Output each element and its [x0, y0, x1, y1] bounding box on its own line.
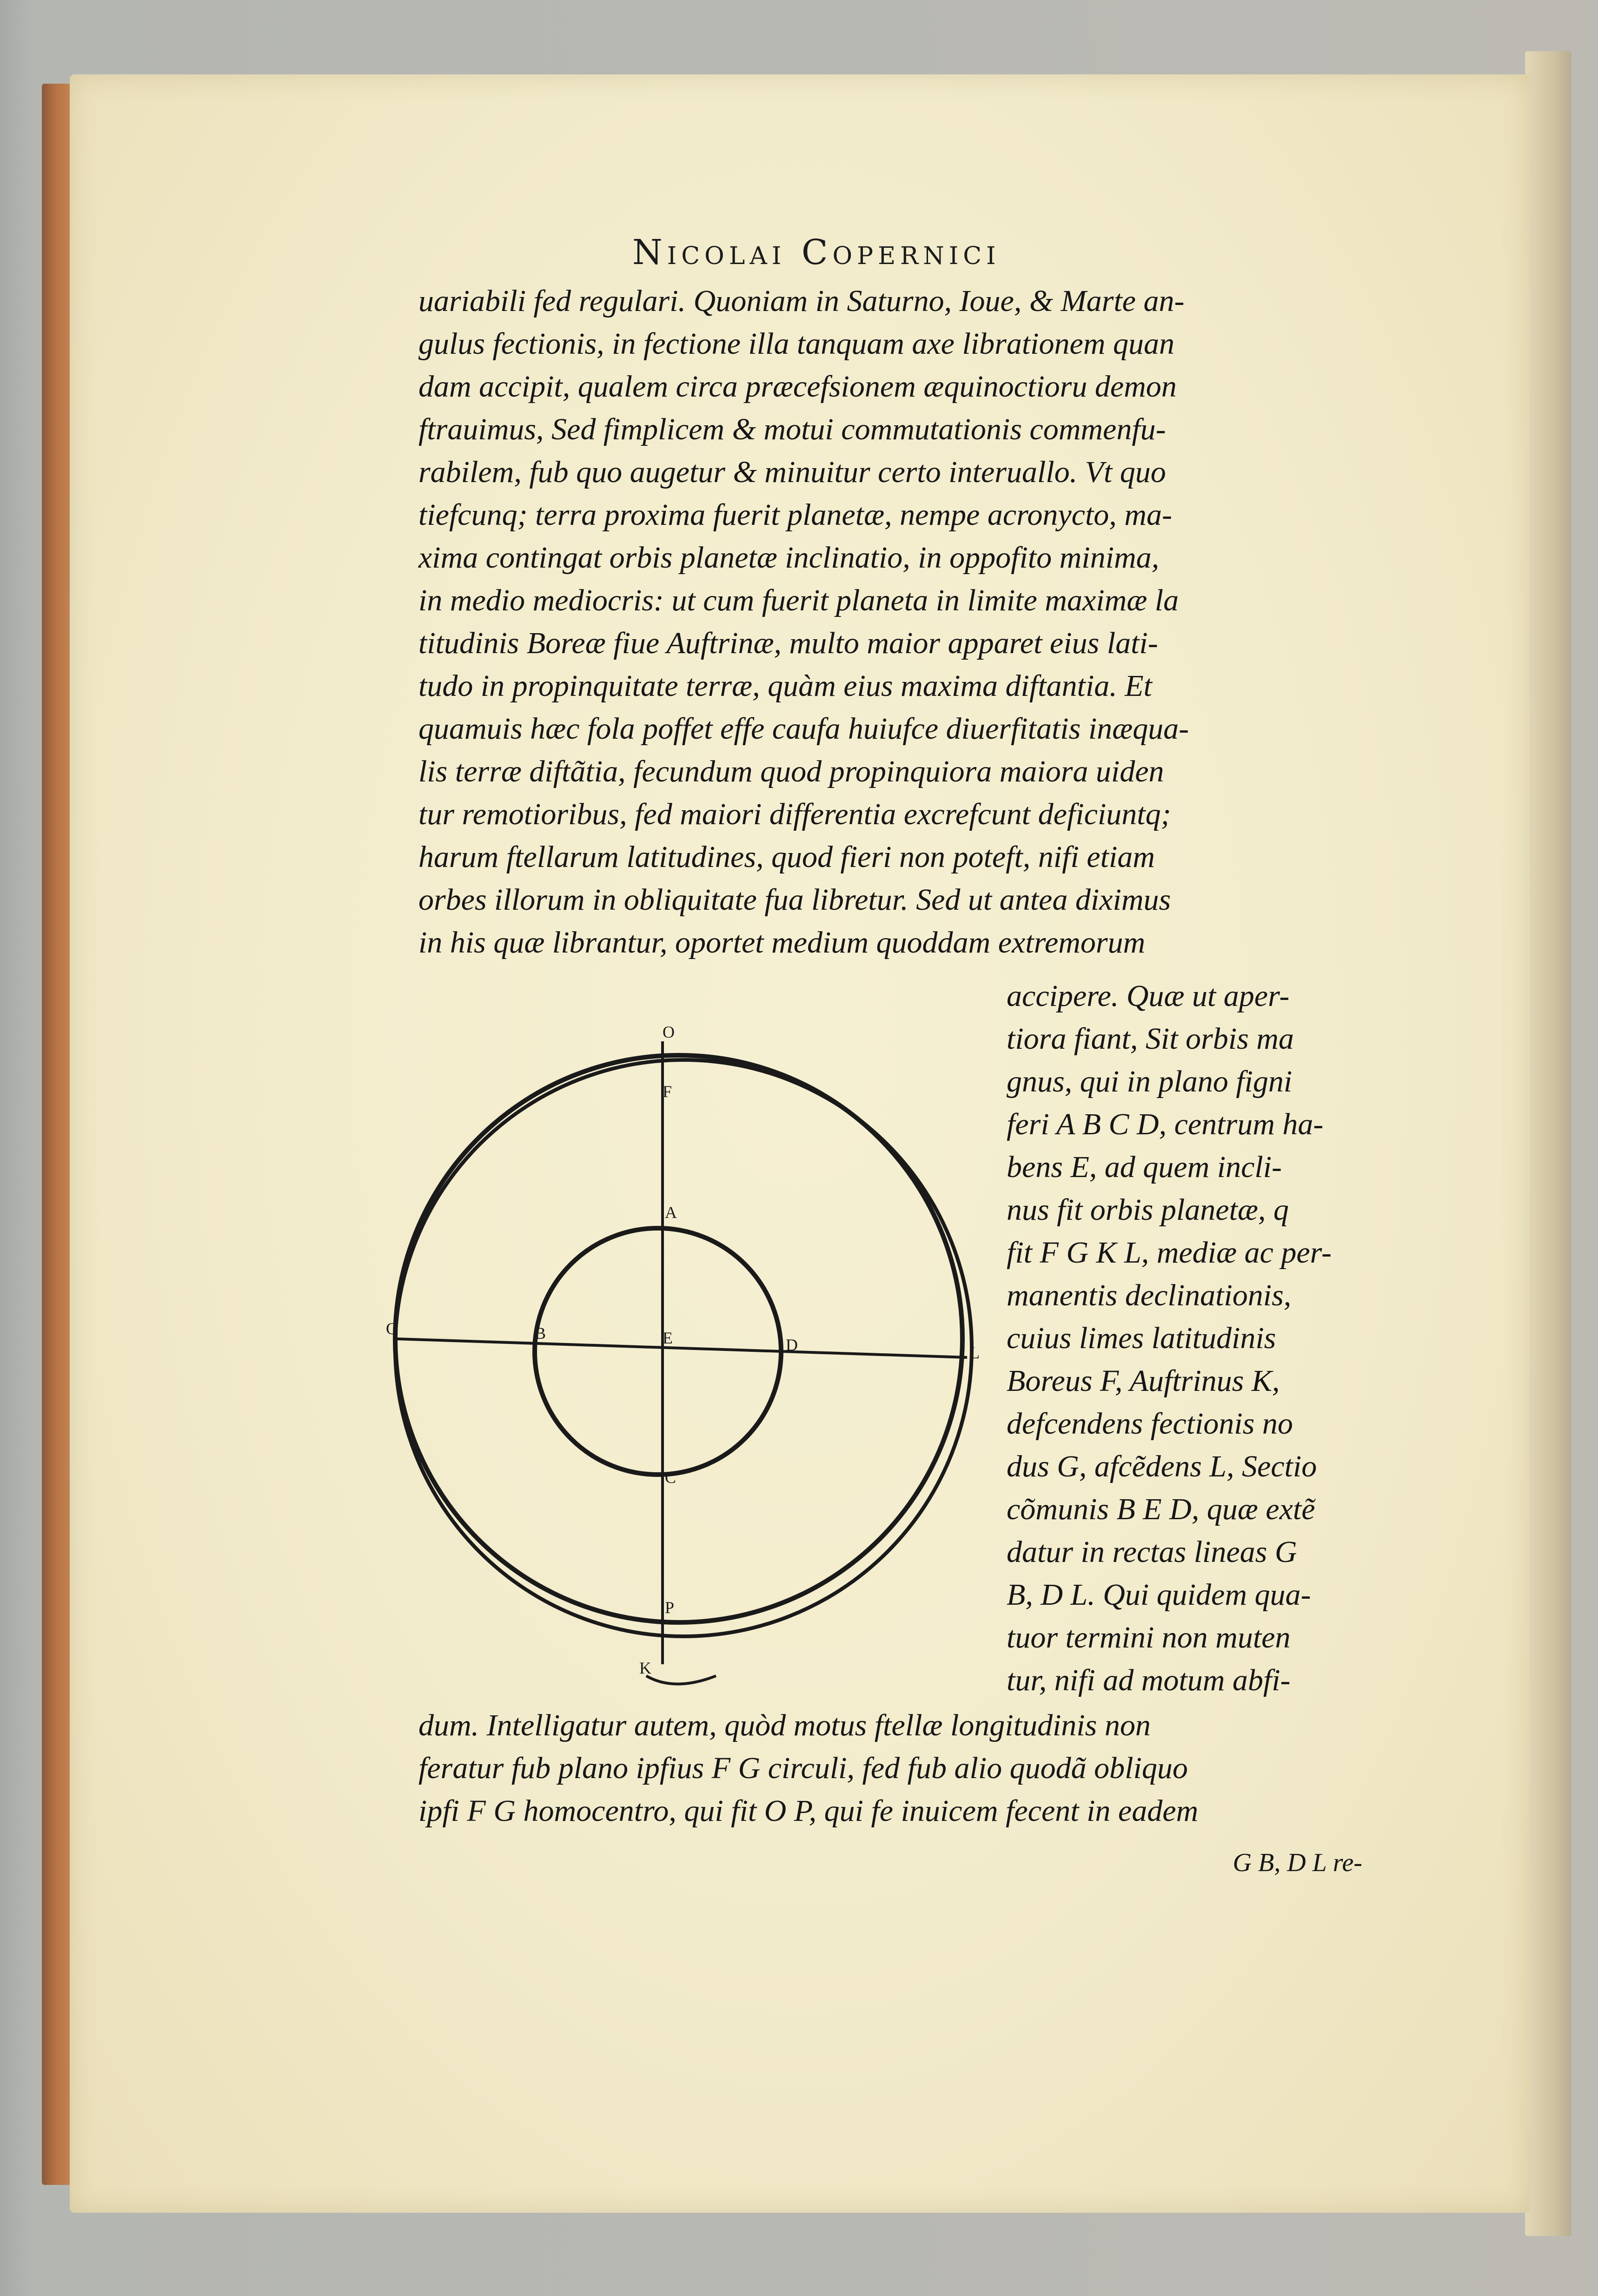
text-line: cuius limes latitudinis: [1007, 1321, 1276, 1355]
catchword: G B, D L re-: [1233, 1848, 1362, 1877]
text-line: Boreus F, Auftrinus K,: [1007, 1364, 1280, 1398]
text-line: manentis declinationis,: [1007, 1278, 1292, 1312]
text-line: rabilem, fub quo augetur & minuitur certo interuallo. Vt quo: [418, 455, 1166, 489]
text-line: titudinis Boreæ fiue Auftrinæ, multo maior apparet eius lati-: [418, 626, 1158, 660]
text-line: uariabili fed regulari. Quoniam in Saturno, Ioue, & Marte an-: [418, 284, 1185, 318]
text-line: tiora fiant, Sit orbis ma: [1007, 1022, 1294, 1056]
text-line: quamuis hæc fola poffet effe caufa huiufce diuerfitatis inæqua-: [418, 712, 1189, 746]
text-line: xima contingat orbis planetæ inclinatio, in oppofito minima,: [418, 541, 1160, 575]
text-line: dum. Intelligatur autem, quòd motus ftellæ longitudinis non: [418, 1708, 1151, 1742]
label-g: G: [386, 1319, 398, 1338]
label-d: D: [786, 1336, 798, 1354]
text-line: ipfi F G homocentro, qui fit O P, qui fe inuicem fecent in eadem: [418, 1794, 1199, 1828]
label-p: P: [665, 1598, 675, 1617]
label-o: O: [663, 1023, 675, 1041]
label-b: B: [535, 1324, 546, 1343]
text-line: tudo in propinquitate terræ, quàm eius maxima diftantia. Et: [418, 669, 1152, 703]
orbital-diagram-svg: [353, 1013, 1004, 1692]
running-head: Nicolai Copernici: [632, 232, 1001, 272]
text-line: ftrauimus, Sed fimplicem & motui commutationis commenfu-: [418, 412, 1166, 446]
label-k: K: [639, 1659, 651, 1677]
text-line: in medio mediocris: ut cum fuerit planeta in limite maximæ la: [418, 583, 1179, 617]
text-line: cõmunis B E D, quæ extẽ: [1007, 1492, 1315, 1526]
outer-circle-1: [395, 1055, 962, 1622]
label-l: L: [969, 1343, 980, 1362]
text-line: gulus fectionis, in fectione illa tanquam axe librationem quan: [418, 327, 1174, 361]
bottom-curve: [646, 1676, 716, 1684]
text-line: harum ftellarum latitudines, quod fieri non poteft, nifi etiam: [418, 840, 1155, 874]
label-e: E: [663, 1329, 673, 1347]
text-line: fit F G K L, mediæ ac per-: [1007, 1236, 1332, 1270]
orbital-diagram: [353, 1013, 1004, 1692]
text-line: B, D L. Qui quidem qua-: [1007, 1578, 1311, 1612]
text-line: gnus, qui in plano figni: [1007, 1065, 1293, 1098]
text-line: in his quæ librantur, oportet medium quoddam extremorum: [418, 926, 1146, 959]
text-line: orbes illorum in obliquitate fua libretur. Sed ut antea diximus: [418, 883, 1171, 917]
text-line: lis terræ diftãtia, fecundum quod propinquiora maiora uiden: [418, 754, 1164, 788]
book-edge-right: [1525, 51, 1571, 2236]
label-a: A: [665, 1203, 677, 1222]
text-line: bens E, ad quem incli-: [1007, 1150, 1282, 1184]
text-line: defcendens fectionis no: [1007, 1407, 1293, 1441]
text-line: tur remotioribus, fed maiori differentia excrefcunt deficiuntq;: [418, 797, 1171, 831]
text-line: tuor termini non muten: [1007, 1621, 1291, 1654]
label-c: C: [665, 1468, 676, 1487]
text-line: accipere. Quæ ut aper-: [1007, 979, 1290, 1013]
text-line: nus fit orbis planetæ, q: [1007, 1193, 1289, 1227]
horizontal-line: [395, 1339, 967, 1357]
text-line: tiefcunq; terra proxima fuerit planetæ, nempe acronycto, ma-: [418, 498, 1172, 532]
text-line: tur, nifi ad motum abfi-: [1007, 1663, 1291, 1697]
text-line: datur in rectas lineas G: [1007, 1535, 1297, 1569]
text-line: dus G, afcẽdens L, Sectio: [1007, 1449, 1317, 1483]
text-line: dam accipit, qualem circa præcefsionem æquinoctioru demon: [418, 370, 1177, 404]
text-line: feratur fub plano ipfius F G circuli, fed fub alio quodã obliquo: [418, 1751, 1188, 1785]
text-line: feri A B C D, centrum ha-: [1007, 1107, 1324, 1141]
label-f: F: [663, 1082, 672, 1101]
